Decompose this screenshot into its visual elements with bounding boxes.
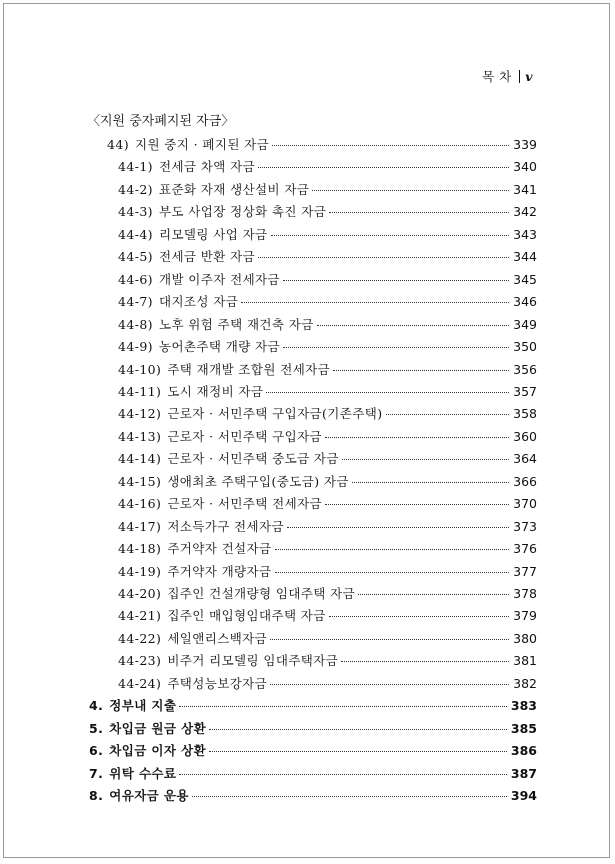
toc-entry-title: 리모델링 사업 자금: [158, 226, 268, 242]
toc-entry: [118, 539, 537, 561]
toc-entry: [118, 562, 537, 584]
toc-entry-page: 381: [513, 653, 537, 669]
toc-entry-title: 비주거 리모델링 임대주택자금: [167, 653, 339, 669]
toc-entry-label: [89, 764, 176, 782]
toc-entry-number: 44): [107, 137, 129, 152]
toc-entry: [118, 472, 537, 494]
toc-entry-number: 44-22): [118, 630, 162, 646]
toc-entry-title: 차입금 이자 상환: [109, 743, 207, 759]
toc-entry-number: 44-13): [118, 428, 162, 444]
toc-entry-label: [118, 315, 314, 333]
toc-dot-leader: [287, 527, 509, 528]
toc-entry-page: 350: [513, 339, 537, 355]
toc-entry: [118, 225, 537, 247]
toc-entry-number: 44-12): [118, 406, 162, 422]
toc-entry: [118, 247, 537, 269]
toc-entry-label: [118, 427, 322, 445]
toc-entry-label: [118, 157, 255, 175]
toc-entry-page: 342: [513, 204, 537, 220]
toc-entry-title: 전세금 반환 자금: [158, 249, 256, 265]
toc-entry-page: 357: [513, 383, 537, 399]
toc-entry-number: 44-2): [118, 181, 153, 197]
toc-entry: [118, 202, 537, 224]
page-header: [482, 67, 533, 85]
toc-entry: [118, 517, 537, 539]
toc-dot-leader: [241, 302, 509, 303]
toc-entry-title: 도시 재정비 자금: [167, 383, 264, 399]
toc-entry-page: 385: [510, 720, 537, 736]
toc-entry-number: 4.: [89, 698, 104, 714]
toc-entry-number: 44-23): [118, 653, 162, 669]
header-divider: [519, 70, 521, 83]
toc-entry-label: [118, 382, 263, 400]
toc-entry-title: 주거약자 건설자금: [167, 541, 272, 557]
toc-entry-page: 341: [513, 181, 537, 197]
toc-entry-title: 근로자 · 서민주택 중도금 자금: [167, 451, 339, 467]
toc-entry-number: 44-21): [118, 608, 162, 624]
toc-dot-leader: [272, 145, 509, 146]
toc-entry: [118, 584, 537, 606]
toc-entry-label: [89, 719, 206, 737]
toc-entry-label: [118, 247, 255, 265]
toc-entry-number: 44-14): [118, 451, 162, 467]
toc-entry-title: 주택성능보강자금: [167, 675, 268, 691]
toc-entry-page: 376: [513, 541, 537, 557]
toc-entry-number: 44-16): [118, 496, 162, 512]
toc-entry-label: [89, 696, 176, 714]
toc-entry-number: 44-15): [118, 473, 162, 489]
toc-entry-number: 44-4): [118, 226, 153, 242]
toc-entry-title: 전세금 차액 자금: [158, 159, 256, 175]
toc-entry-page: 394: [510, 788, 537, 804]
toc-entry: [118, 180, 537, 202]
toc-entry-page: 380: [513, 630, 537, 646]
toc-dot-leader: [283, 280, 509, 281]
toc-entry-label: [118, 337, 280, 355]
toc-entry-number: 44-19): [118, 563, 162, 579]
toc-dot-leader: [271, 235, 509, 236]
toc-dot-leader: [386, 414, 510, 415]
toc-dot-leader: [192, 796, 507, 797]
toc-entry-title: 여유자금 운용: [109, 788, 189, 804]
toc-entry: [118, 315, 537, 337]
toc-entry-number: 44-1): [118, 159, 153, 175]
toc-entry-page: 340: [513, 159, 537, 175]
toc-entry-page: 345: [513, 271, 537, 287]
toc-entry-page: 364: [513, 451, 537, 467]
toc-entry-title: 정부내 지출: [109, 698, 177, 714]
toc-entry-page: 386: [510, 743, 537, 759]
toc-entry-number: 44-10): [118, 361, 162, 377]
toc-entry-number: 44-7): [118, 294, 153, 310]
toc-entry-page: 387: [510, 765, 537, 781]
toc-entry-label: [118, 494, 322, 512]
toc-entry-label: [118, 270, 280, 288]
toc-entry: [118, 651, 537, 673]
toc-entry-label: [118, 539, 272, 557]
toc-entry-page: 356: [513, 361, 537, 377]
toc-entry: [118, 292, 537, 314]
toc-entry: [118, 427, 537, 449]
toc-dot-leader: [352, 482, 509, 483]
toc-entry-label: [118, 517, 284, 535]
toc-entry-page: 343: [513, 226, 537, 242]
toc-entry-title: 근로자 · 서민주택 구입자금(기존주택): [167, 406, 383, 422]
toc-entry-number: 5.: [89, 720, 104, 736]
toc-dot-leader: [275, 549, 510, 550]
toc-entry-page: 377: [513, 563, 537, 579]
toc-entry-label: [107, 135, 269, 153]
toc-entry-page: 366: [513, 473, 537, 489]
toc-dot-leader: [258, 167, 509, 168]
toc-dot-leader: [317, 325, 509, 326]
toc-entry-title: 집주인 건설개량형 임대주택 자금: [167, 586, 356, 601]
toc-entry-title: 차입금 원금 상환: [109, 720, 207, 736]
toc-entry-label: [89, 741, 206, 759]
toc-entry-label: [118, 651, 338, 669]
toc-entry-page: 378: [513, 586, 537, 601]
toc-entry-label: [118, 562, 272, 580]
toc-entry-page: 360: [513, 428, 537, 444]
toc-entry-title: 위탁 수수료: [109, 765, 177, 781]
toc-dot-leader: [341, 661, 509, 662]
toc-entry-number: 44-5): [118, 249, 153, 265]
toc-entry-title: 집주인 매입형임대주택 자금: [167, 608, 326, 624]
header-title: 목 차: [482, 69, 512, 84]
toc-entry-label: [118, 180, 309, 198]
toc-entry-number: 44-6): [118, 271, 153, 287]
toc-entry-label: [118, 629, 267, 647]
toc-entry-title: 주거약자 개량자금: [167, 563, 272, 579]
toc-entry-page: 379: [513, 608, 537, 624]
toc-entry-label: [118, 449, 339, 467]
toc-entry-number: 44-3): [118, 204, 153, 220]
header-page-number: v: [525, 69, 533, 84]
toc-entry-page: 339: [513, 137, 537, 152]
toc-entry-title: 노후 위험 주택 재건축 자금: [158, 316, 314, 332]
toc-entry-number: 44-11): [118, 383, 162, 399]
toc-entry-title: 개발 이주자 전세자금: [158, 271, 280, 287]
toc-dot-leader: [270, 639, 509, 640]
toc-entry-page: 373: [513, 518, 537, 534]
toc-entry: [118, 494, 537, 516]
toc-entry-number: 8.: [89, 788, 104, 804]
toc-entry-label: [118, 225, 268, 243]
toc-entry-label: [118, 202, 326, 220]
toc-entry-title: 근로자 · 서민주택 전세자금: [167, 496, 323, 512]
toc-dot-leader: [358, 594, 509, 595]
toc-dot-leader: [329, 616, 509, 617]
section-title: 〈지원 중자폐지된 자금〉: [87, 114, 235, 129]
toc-dot-leader: [209, 729, 507, 730]
toc-entry-label: [118, 674, 267, 692]
toc-entry: [89, 719, 537, 741]
toc-entry: [89, 764, 537, 786]
toc-dot-leader: [312, 190, 509, 191]
toc-entry-label: [118, 584, 355, 602]
toc-entry-label: [118, 472, 349, 490]
toc-entry: [118, 360, 537, 382]
toc-entry-label: [118, 606, 326, 624]
toc-entry-page: 344: [513, 249, 537, 265]
toc-entry-number: 44-17): [118, 518, 162, 534]
toc-entry: [118, 270, 537, 292]
toc-entry: [118, 382, 537, 404]
toc-dot-leader: [329, 212, 509, 213]
toc-entry-page: 370: [513, 496, 537, 512]
toc-dot-leader: [325, 437, 509, 438]
toc-entry-number: 44-24): [118, 675, 162, 691]
toc-entry-number: 7.: [89, 765, 104, 781]
toc-entry-page: 358: [513, 406, 537, 422]
toc-dot-leader: [179, 706, 507, 707]
toc-entry-label: [118, 360, 330, 378]
toc-entry-label: [118, 292, 238, 310]
toc-entry-title: 농어촌주택 개량 자금: [158, 339, 280, 355]
toc-entry-title: 세일앤리스백자금: [167, 630, 268, 646]
toc-dot-leader: [333, 370, 509, 371]
toc-entry: [118, 629, 537, 651]
toc-entry: [107, 135, 537, 157]
toc-entry: [118, 404, 537, 426]
toc-entry: [89, 696, 537, 718]
toc-entry-title: 대지조성 자금: [158, 294, 239, 310]
toc-entry-label: [89, 786, 189, 804]
toc-entry-title: 근로자 · 서민주택 구입자금: [167, 428, 323, 444]
toc-dot-leader: [209, 751, 507, 752]
toc-entry-page: 346: [513, 294, 537, 310]
toc-entry-title: 지원 중지 · 폐지된 자금: [134, 137, 270, 152]
toc-dot-leader: [266, 392, 509, 393]
toc-entry: [118, 337, 537, 359]
toc-entry-title: 주택 재개발 조합원 전세자금: [167, 361, 331, 377]
toc-dot-leader: [179, 774, 507, 775]
toc-dot-leader: [325, 504, 509, 505]
toc-entry-number: 44-20): [118, 586, 162, 601]
toc-entry: [118, 674, 537, 696]
toc-entry-title: 표준화 자재 생산설비 자금: [158, 181, 310, 197]
toc-entry: [89, 786, 537, 808]
toc-dot-leader: [342, 459, 509, 460]
toc-entry-number: 6.: [89, 743, 104, 759]
toc-dot-leader: [275, 572, 510, 573]
toc-dot-leader: [270, 684, 509, 685]
toc-entry: [118, 157, 537, 179]
toc-entry-number: 44-18): [118, 541, 162, 557]
document-page: [3, 3, 610, 858]
toc-entry-title: 생애최초 주택구입(중도금) 자금: [167, 473, 349, 489]
toc-entry-number: 44-8): [118, 316, 153, 332]
toc-entry-page: 383: [510, 698, 537, 714]
toc-entry-label: [118, 404, 383, 422]
toc-entry-title: 부도 사업장 정상화 촉진 자금: [158, 204, 327, 220]
toc-entry-title: 저소득가구 전세자금: [167, 518, 284, 534]
toc-entry-number: 44-9): [118, 339, 153, 355]
toc-entry-page: 382: [513, 675, 537, 691]
toc-entry: [89, 741, 537, 763]
toc-dot-leader: [283, 347, 509, 348]
toc-entry-page: 349: [513, 316, 537, 332]
toc-entry: [118, 606, 537, 628]
toc-entry: [118, 449, 537, 471]
toc-dot-leader: [258, 257, 509, 258]
